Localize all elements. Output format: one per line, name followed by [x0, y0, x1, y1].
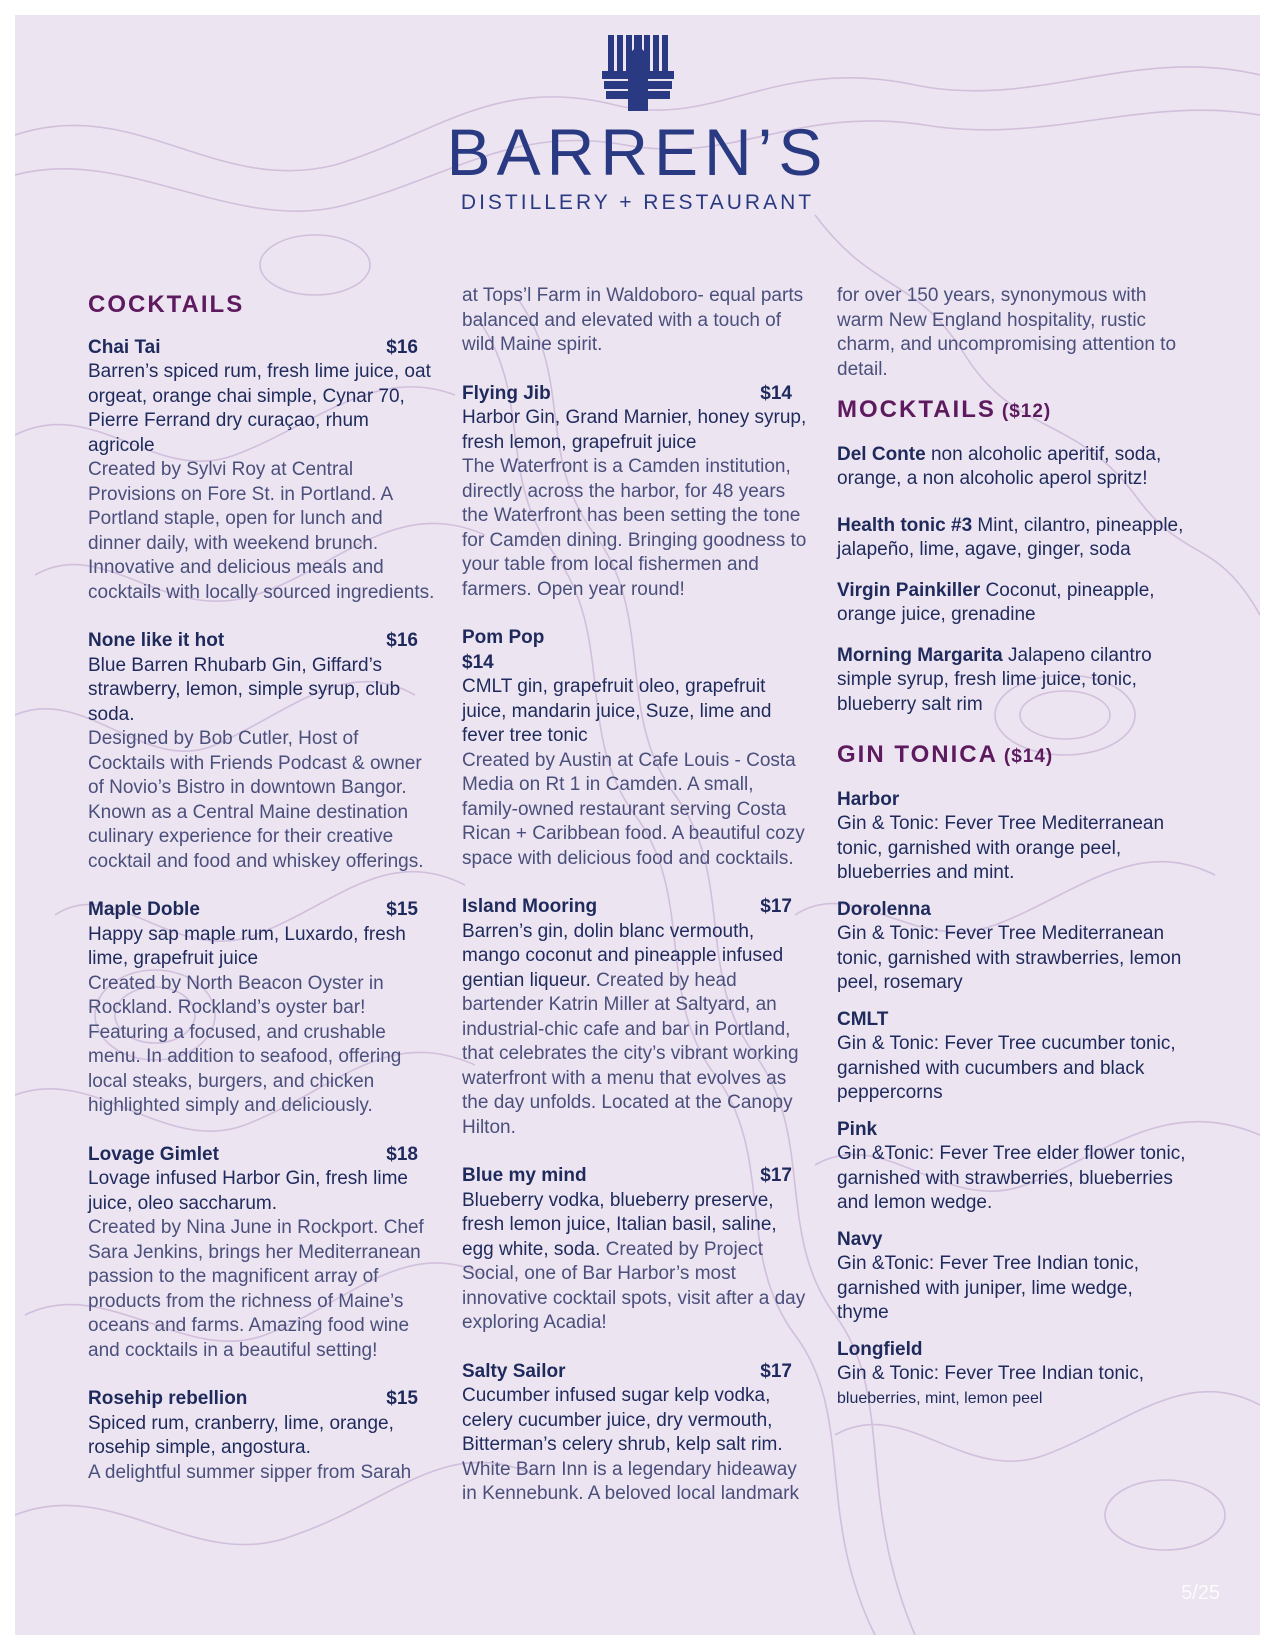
cocktail-item [462, 1164, 812, 1336]
item-price: $17 [760, 896, 792, 917]
item-name: Pom Pop [462, 627, 545, 648]
item-description: Jalapeno cilantro simple syrup, fresh lime juice, tonic, blueberry salt rim [837, 644, 1152, 715]
mocktail-item [837, 644, 1187, 718]
menu-column-2 [462, 284, 812, 1531]
item-name: Chai Tai [88, 336, 161, 358]
item-description: Gin & Tonic: Fever Tree Indian tonic, [837, 1363, 1144, 1384]
item-name: Blue my mind [462, 1165, 587, 1186]
item-ingredients: Cucumber infused sugar kelp vodka, celery cucumber juice, dry vermouth, Bitterman’s celery shrub, kelp salt rim. [462, 1385, 783, 1455]
item-price: $15 [386, 899, 418, 920]
page-number: 5/25 [1181, 1582, 1220, 1604]
brand-name: BARREN’S [446, 115, 829, 189]
cocktail-item [462, 626, 812, 871]
cocktail-item [88, 1143, 438, 1364]
item-description: Mint, cilantro, pineapple, jalapeño, lime, agave, ginger, soda [837, 514, 1184, 560]
item-name: Navy [837, 1228, 883, 1250]
continued-description: at Tops’l Farm in Waldoboro- equal parts balanced and elevated with a touch of wild Maine spirit. [462, 285, 804, 355]
mocktail-item [837, 443, 1187, 492]
item-price: $16 [386, 630, 418, 651]
item-name: Flying Jib [462, 382, 551, 404]
item-ingredients: Blueberry vodka, blueberry preserve, fresh lemon juice, Italian basil, saline, egg white, soda. [462, 1189, 777, 1260]
item-description: Created by North Beacon Oyster in Rockland. Rockland’s oyster bar! Featuring a focused, and crushable menu. In addition to seafood, offering local steaks, burgers, and chicken highlighted simply and deliciously. [88, 972, 402, 1116]
item-name: Health tonic #3 [837, 514, 973, 536]
item-description: Coconut, pineapple, orange juice, grenadine [837, 579, 1155, 625]
item-description: Gin & Tonic: Fever Tree cucumber tonic, garnished with cucumbers and black peppercorns [837, 1033, 1176, 1103]
menu-column-1 [88, 285, 438, 1509]
item-ingredients: Barren’s spiced rum, fresh lime juice, oat orgeat, orange chai simple, Cynar 70, Pierre Ferrand dry curaçao, rhum agricole [88, 361, 431, 456]
section-title-text: MOCKTAILS [837, 396, 996, 423]
item-name: Dorolenna [837, 898, 931, 920]
mocktail-item [837, 579, 1187, 628]
cocktail-item [88, 336, 438, 606]
item-description: Gin &Tonic: Fever Tree Indian tonic, garnished with juniper, lime wedge, thyme [837, 1253, 1140, 1323]
item-price: $17 [760, 1360, 792, 1382]
item-description-small: blueberries, mint, lemon peel [837, 1389, 1043, 1407]
item-ingredients: Happy sap maple rum, Luxardo, fresh lime, grapefruit juice [88, 923, 406, 969]
item-description: Created by head bartender Katrin Miller at Saltyard, an industrial-chic cafe and bar in Portland, that celebrates the city’s vibrant working waterfront with a menu that evolves as the day unfolds. Located at the Canopy Hilton. [462, 969, 799, 1138]
item-price: $17 [760, 1165, 792, 1186]
section-title-mocktails [837, 398, 1187, 425]
mocktail-item [837, 514, 1187, 563]
item-name: Virgin Painkiller [837, 579, 981, 601]
item-description: Gin & Tonic: Fever Tree Mediterranean tonic, garnished with orange peel, blueberries and mint. [837, 813, 1165, 883]
brand-tagline: DISTILLERY + RESTAURANT [460, 191, 815, 214]
item-name: Rosehip rebellion [88, 1388, 248, 1409]
item-description: Created by Austin at Cafe Louis - Costa Media on Rt 1 in Camden. A small, family-owned restaurant serving Costa Rican + Caribbean food. A beautiful cozy space with delicious food and cocktails. [462, 749, 805, 869]
item-description: Designed by Bob Cutler, Host of Cocktails with Friends Podcast & owner of Novio’s Bistro in downtown Bangor. Known as a Central Maine destination culinary experience for their creative cocktail and food and whiskey offerings. [88, 728, 424, 872]
item-name: Morning Margarita [837, 644, 1003, 666]
cocktail-item [88, 898, 438, 1119]
header [15, 33, 1260, 215]
gin-tonic-item [837, 788, 1187, 886]
item-price: $14 [760, 382, 792, 404]
section-price: ($12) [1001, 401, 1052, 422]
item-ingredients: Barren’s gin, dolin blanc vermouth, mango coconut and pineapple infused gentian liqueur. [462, 920, 784, 991]
item-description: non alcoholic aperitif, soda, orange, a non alcoholic aperol spritz! [837, 443, 1162, 489]
item-ingredients: Blue Barren Rhubarb Gin, Giffard’s strawberry, lemon, simple syrup, club soda. [88, 654, 401, 725]
item-description: Gin & Tonic: Fever Tree Mediterranean tonic, garnished with strawberries, lemon peel, rosemary [837, 923, 1182, 993]
item-name: Pink [837, 1118, 878, 1140]
item-price: $18 [386, 1143, 418, 1165]
item-name: None like it hot [88, 630, 225, 651]
gin-tonic-item [837, 1008, 1187, 1106]
item-description: A delightful summer sipper from Sarah [88, 1461, 412, 1483]
item-description: Created by Sylvi Roy at Central Provisions on Fore St. in Portland. A Portland staple, open for lunch and dinner daily, with weekend brunch. Innovative and delicious meals and cocktails with locally sourced ingredients. [88, 459, 435, 603]
item-description: White Barn Inn is a legendary hideaway in Kennebunk. A beloved local landmark [462, 1458, 799, 1504]
item-ingredients: Spiced rum, cranberry, lime, orange, rosehip simple, angostura. [88, 1412, 394, 1458]
cocktail-item [462, 382, 812, 603]
menu-page [15, 15, 1260, 1635]
item-ingredients: Harbor Gin, Grand Marnier, honey syrup, fresh lemon, grapefruit juice [462, 407, 807, 453]
item-name: Lovage Gimlet [88, 1143, 219, 1165]
cocktail-item [462, 1360, 812, 1507]
continued-description: for over 150 years, synonymous with warm New England hospitality, rustic charm, and uncompromising attention to detail. [837, 285, 1177, 380]
section-price: ($14) [1003, 746, 1054, 767]
gin-tonic-item [837, 898, 1187, 996]
section-title-gin-tonica [837, 743, 1187, 770]
gin-tonic-item [837, 1338, 1187, 1412]
menu-column-3 [837, 284, 1187, 1423]
item-ingredients: CMLT gin, grapefruit oleo, grapefruit juice, mandarin juice, Suze, lime and fever tree tonic [462, 676, 772, 746]
item-name: Maple Doble [88, 899, 200, 920]
item-name: Del Conte [837, 443, 926, 465]
item-ingredients: Lovage infused Harbor Gin, fresh lime juice, oleo saccharum. [88, 1168, 408, 1214]
item-description: Gin &Tonic: Fever Tree elder flower tonic, garnished with strawberries, blueberries and lemon wedge. [837, 1143, 1186, 1213]
section-title-text: GIN TONICA [837, 741, 998, 768]
item-name: Salty Sailor [462, 1360, 566, 1382]
item-description: Created by Project Social, one of Bar Harbor’s most innovative cocktail spots, visit after a day exploring Acadia! [462, 1238, 806, 1333]
item-description: The Waterfront is a Camden institution, directly across the harbor, for 48 years the Waterfront has been setting the tone for Camden dining. Bringing goodness to your table from local fishermen and farmers. Open year round! [462, 456, 807, 600]
logo-icon [598, 33, 678, 113]
item-name: Longfield [837, 1338, 923, 1360]
item-name: Harbor [837, 788, 900, 810]
gin-tonic-item [837, 1118, 1187, 1216]
cocktail-item [88, 629, 438, 874]
item-price: $14 [462, 651, 494, 673]
item-name: CMLT [837, 1008, 889, 1030]
cocktail-item [88, 1387, 438, 1485]
cocktail-item [462, 895, 812, 1140]
gin-tonic-item [837, 1228, 1187, 1326]
item-price: $16 [386, 336, 418, 358]
item-price: $15 [386, 1388, 418, 1409]
section-title-cocktails: COCKTAILS [88, 291, 245, 318]
item-name: Island Mooring [462, 896, 598, 917]
item-description: Created by Nina June in Rockport. Chef Sara Jenkins, brings her Mediterranean passion to the magnificent array of products from the richness of Maine’s oceans and farms. Amazing food wine and cocktails in a beautiful setting! [88, 1217, 424, 1361]
